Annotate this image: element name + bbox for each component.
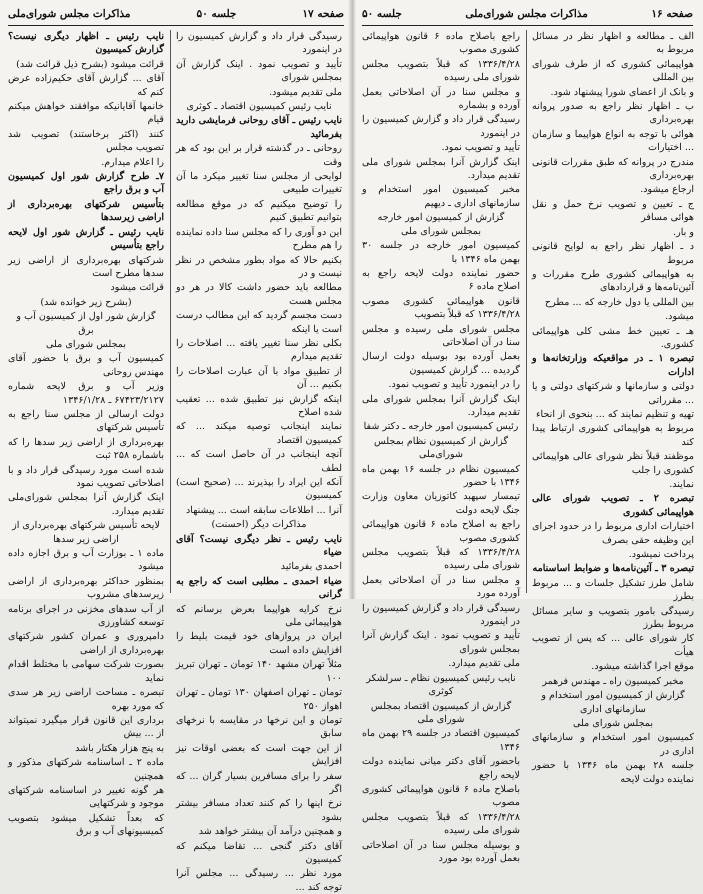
- text-line: ج ـ تعیین و تصویب نرخ حمل و نقل هوائی مسافر: [532, 198, 694, 224]
- text-line: بتأسیس شرکتهای بهره‌برداری از اراضی زیرسدها: [8, 198, 164, 224]
- text-line: تهیه و تنظیم نمایند که ... بنحوی از انحاء: [536, 408, 694, 420]
- text-line: نایب رئیس ـ آقای روحانی فرمایشی دارید بفرمائید: [176, 115, 342, 140]
- text-line: تبصره ـ مساحت اراضی زیر هر سدی که مورد بهره: [8, 687, 164, 712]
- text-line: رسیدگی بامور بتصویب و سایر مسائل مربوط بطرز: [532, 605, 694, 631]
- text-line: کمیسیون آب و برق با حضور آقای مهندس روحانی: [8, 353, 164, 378]
- text-line: ۱۳۳۶/۴/۲۸ که قبلاً بتصویب مجلس شورای ملی رسیده: [362, 811, 520, 837]
- text-line: بمنظور حداکثر بهره‌برداری از اراضی زیرسدهای مشروب: [8, 575, 164, 601]
- text-line: و بانک از اعضای شورا پیشنهاد شود.: [550, 86, 694, 98]
- text-line: روحانی ـ در گذشته قرار بر این بود که هر وقت: [176, 143, 342, 168]
- text-line: برداری این قانون قرار میگیرد نمیتواند از ... بیش: [8, 714, 164, 740]
- text-line: گزارش از کمیسیون امور استخدام و سازمانهای اداری: [541, 690, 685, 715]
- text-line: موقع اجرا گذاشته میشود.: [591, 661, 694, 673]
- text-line: شامل طرز تشکیل جلسات و ... مربوط بطرز: [532, 577, 694, 603]
- text-line: اینک گزارش آنرا بمجلس شورای ملی تقدیم میدارد.: [362, 156, 520, 182]
- text-line: بین المللی یا دول خارجه که ... مطرح: [544, 296, 694, 308]
- text-line: نایب رئیس کمیسیون نظام ـ سرلشکر کوثری: [366, 672, 516, 698]
- text-line: گزارش از کمیسیون اقتصاد بمجلس شورای ملی: [370, 700, 512, 725]
- text-line: بهره‌برداری از اراضی زیر سدها را که باشماره ۲۵۸ ثبت: [8, 436, 164, 462]
- text-line: و بار.: [673, 226, 694, 238]
- right-page: [352, 0, 703, 864]
- text-line: گزارش از کمیسیون نظام بمجلس شورای‌ملی: [373, 435, 509, 461]
- text-line: ماده ۲ ـ اساسنامه شرکتهای مذکور و همچنین: [8, 757, 164, 782]
- text-line: وزیر آب و برق لایحه شماره ۶۷۴۲۳/۲۱۲۷ ـ ۱۳۴۶/۱/۲۸: [8, 381, 164, 406]
- text-line: بعمل آورده بود بوسیله دولت ارسال گردیده ... گزارش کمیسیون: [362, 351, 520, 376]
- left-page-session: جلسه ۵۰: [196, 8, 237, 20]
- text-line: نمایند.: [669, 479, 694, 490]
- text-line: مربوط به هواپیمائی کشوری ارتباط پیدا کند: [532, 423, 694, 448]
- text-line: مجلس شورای ملی رسیده و مجلس سنا در آن اصلاحاتی: [362, 323, 520, 348]
- text-line: ملی تقدیم میدارد.: [448, 658, 520, 670]
- left-page-number: صفحه ۱۷: [302, 8, 344, 20]
- right-page-session: جلسه ۵۰: [362, 8, 402, 20]
- text-line: نایب رئیس کمیسیون اقتصاد ـ کوثری: [186, 101, 332, 113]
- text-line: اینک گزارش آنرا بمجلس شورای‌ملی تقدیم میدارد.: [8, 492, 164, 517]
- text-line: لوایحی از مجلس سنا تغییر میکرد ما آن تغییرات طبیعی: [176, 171, 342, 196]
- text-line: و مجلس سنا در آن اصلاحاتی بعمل آورده و بشماره: [362, 86, 520, 112]
- right-page-column-right: [532, 30, 695, 785]
- text-line: راجع به اصلاح ماده ۶ قانون هواپیمائی کشوری مصوب: [362, 519, 520, 544]
- text-line: نایب رئیس ـ نظر دیگری نیست؟ آقای ضیاء: [176, 533, 342, 559]
- text-line: راجع باصلاح ماده ۶ قانون هواپیمائی کشوری مصوب: [362, 31, 520, 56]
- text-line: تومان و این نرخها در مقایسه با نرخهای سابق: [176, 714, 342, 740]
- text-line: هر گونه تغییر در اساسنامه شرکتهای موجود و شرکتهایی: [8, 784, 164, 810]
- text-line: حضور نماینده دولت لایحه راجع به اصلاح ماده ۶: [362, 267, 520, 293]
- text-line: ارجاع میشود.: [640, 184, 694, 196]
- text-line: اختیارات اداری مربوط را در حدود اجرای این وظیفه حقی بصرف: [532, 521, 694, 546]
- text-line: باصلاح ماده ۶ قانون هواپیمائی کشوری مصوب: [362, 783, 520, 809]
- text-line: از این جهت است که بعضی اوقات نیز افزایش: [176, 742, 342, 768]
- text-line: تبصره ۱ ـ در مواقعیکه وزارتخانه‌ها و ادارات: [532, 353, 694, 378]
- text-line: شرکتهای بهره‌برداری از اراضی زیر سدها مطرح است: [8, 254, 164, 279]
- text-line: را در اینمورد تأیید و تصویب نمود.: [388, 379, 520, 391]
- text-line: رسیدگی قرار داد و گزارش کمیسیون را در اینمورد: [362, 114, 520, 139]
- text-line: ۱۳۳۶/۴/۲۸ که قبلاً بتصویب مجلس شورای ملی رسیده: [362, 547, 520, 572]
- text-line: گزارش شور اول از کمیسیون آب و برق: [16, 311, 156, 336]
- text-line: لایحه تأسیس شرکتهای بهره‌برداری از اراضی زیر سدها: [12, 520, 160, 545]
- text-line: نرخ اینها را کم کنند تعداد مسافر بیشتر بشود: [176, 798, 342, 823]
- left-header-rule: [8, 25, 344, 26]
- text-line: سفر را برای مسافرین بسیار گران ... که اگر: [176, 770, 342, 795]
- text-line: د ـ اظهار نظر راجع به لوایح قانونی مربوط: [532, 241, 694, 266]
- text-line: باحضور آقای دکتر میانی نماینده دولت لایحه راجع: [362, 756, 520, 781]
- left-page-column-left: [8, 30, 164, 838]
- text-line: آقای ... گزارش آقای حکیم‌زاده عرض کنم که: [8, 73, 164, 98]
- text-line: ملی تقدیم میشود.: [269, 86, 342, 98]
- text-line: خانمها آقایانیکه موافقند خواهش میکنم قیام: [8, 101, 164, 126]
- text-line: بصورت شرکت سهامی با مختلط اقدام نماید: [8, 659, 164, 684]
- text-line: قانون هواپیمائی کشوری مصوب ۱۳۳۶/۴/۲۸ که قبلاً بتصویب: [362, 295, 520, 321]
- text-line: موظفند قبلاً نظر شورای عالی هواپیمائی کشوری را جلب: [532, 451, 694, 476]
- text-line: به هواپیمائی کشوری طرح مقررات و آئین‌نامه‌ها و قراردادهای: [532, 268, 694, 294]
- text-line: رئیس کمیسیون امور خارجه ـ دکتر شفا: [363, 421, 519, 433]
- text-line: آنچه اینجانب در آن حاصل است که ... لطف: [176, 449, 342, 474]
- text-line: دولتی و سازمانها و شرکتهای دولتی و یا ... مقرراتی: [532, 381, 694, 406]
- text-line: جلسه ۲۸ بهمن ماه ۱۳۴۶ با حضور نماینده دولت لایحه: [532, 760, 694, 785]
- text-line: میشود.: [665, 311, 694, 323]
- text-line: و بوسیله مجلس سنا در آن اصلاحاتی بعمل آورده بود مورد: [362, 839, 520, 864]
- text-line: تأیید و تصویب نمود.: [441, 142, 520, 154]
- text-line: ب ـ اظهار نظر راجع به صدور پروانه بهره‌برداری: [532, 101, 694, 126]
- text-line: مخبر کمیسیون راه ـ مهندس فرهمر: [542, 675, 684, 687]
- text-line: و مجلس سنا در آن اصلاحاتی بعمل آورده مورد: [362, 574, 520, 600]
- text-line: کار شورای عالی ... که پس از تصویب هیأت: [532, 633, 694, 658]
- text-line: دامپروری و عمران کشور شرکتهای بهره‌برداری از اراضی: [8, 631, 164, 656]
- text-line: کمیسیون امور خارجه در جلسه ۳۰ بهمن ماه ۱۳۴۶ با: [362, 240, 520, 265]
- text-line: بکلی نظر سنا تغییر یافته ... اصلاحات را تقدیم میدارم: [176, 337, 342, 363]
- text-line: و همچنین درآمد آن بیشتر خواهد شد: [198, 826, 342, 838]
- text-line: کمیسیون نظام در جلسه ۱۶ بهمن ماه ۱۳۴۶ با حضور: [362, 463, 520, 488]
- text-line: آنکه این ایراد را بپذیرند ... (صحیح است) کمیسیون: [176, 477, 342, 502]
- text-line: اینک گزارش آنرا بمجلس شورای ملی تقدیم میدارد.: [362, 393, 520, 418]
- text-line: مذاکرات دیگر (احسنت): [211, 519, 307, 531]
- text-line: از تطبیق مواد با آن عبارت اصلاحات را بکنیم ... آن: [176, 365, 342, 391]
- text-line: شده است مورد رسیدگی قرار داد و با اصلاحاتی تصویب نمود: [8, 464, 164, 489]
- left-column-divider: [170, 30, 171, 593]
- text-line: تیمسار سپهبد کاتوزیان معاون وزارت جنگ لایحه دولت: [362, 491, 520, 516]
- text-line: رسیدگی قرار داد و گزارش کمیسیون را در اینمورد: [176, 31, 342, 56]
- text-line: مطالعه باید حضور داشت کالا در هر دو مجلس هست: [176, 282, 342, 307]
- left-page-header: [8, 6, 344, 22]
- text-line: از آب سدهای مخزنی در اجرای برنامه توسعه کشاورزی: [8, 603, 164, 629]
- text-line: آنرا ... اطلاعات سابقه است ... پیشنهاد: [186, 504, 342, 516]
- text-line: نرخ کرایه هواپیما بعرض برسانم که هواپیمائی ملی: [176, 603, 342, 629]
- text-line: تأیید و تصویب نمود . اینک گزارش آنرا بمجلس شورای: [362, 630, 520, 655]
- text-line: کنند (اکثر برخاستند) تصویب شد تصویب مجلس: [8, 128, 164, 154]
- text-line: مخبر کمیسیون امور استخدام و سازمانهای اداری ـ دیهیم: [362, 184, 520, 209]
- text-line: ۱۳۳۶/۴/۲۸ که قبلاً بتصویب مجلس شورای ملی رسیده: [362, 58, 520, 84]
- text-line: پرداخت نمیشود.: [628, 549, 694, 561]
- text-line: مندرج در پروانه که طبق مقررات قانونی بهره‌برداری: [532, 156, 694, 182]
- text-line: تبصره ۳ ـ آئین‌نامه‌ها و ضوابط اساسنامه: [532, 563, 694, 575]
- text-line: تأیید و تصویب نمود . اینک گزارش آن بمجلس شورای: [176, 58, 342, 84]
- text-line: نایب رئیس ـ گزارش شور اول لایحه راجع بتأسیس: [8, 226, 164, 252]
- text-line: تبصره ۲ ـ تصویب شورای عالی هواپیمائی کشوری: [532, 493, 695, 518]
- text-line: دولت ارسالی از مجلس سنا راجع به تأسیس شرکتهای: [8, 408, 164, 434]
- text-line: نایب رئیس ـ اظهار دیگری نیست؟ گزارش کمیسیون: [8, 31, 164, 56]
- text-line: مورد نظر ... رسیدگی ... مجلس آنرا توجه کند ...: [176, 868, 342, 893]
- right-page-column-left: [362, 30, 520, 864]
- text-line: الف ـ مطالعه و اظهار نظر در مسائل مربوط به: [532, 31, 694, 56]
- text-line: اینکه گزارش نیز تطبیق شده ... تعقیب شده اصلاح: [176, 393, 342, 418]
- right-page-header: [362, 6, 693, 22]
- text-line: ماده ۱ ـ بوزارت آب و برق اجازه داده میشود: [8, 548, 164, 573]
- text-line: بمجلس شورای ملی: [45, 338, 127, 350]
- right-header-rule: [362, 25, 693, 26]
- text-line: نمایند اینجانب توصیه میکند ... که کمیسیون اقتصاد: [176, 421, 342, 446]
- text-line: هواپیمائی کشوری که از طرف شورای بین المللی: [532, 58, 694, 84]
- text-line: گزارش از کمیسیون امور خارجه بمجلس شورای ملی: [377, 212, 505, 237]
- text-line: ضیاء احمدی ـ مطلبی است که راجع به گرانی: [176, 575, 342, 601]
- text-line: مثلاً تهران مشهد ۱۴۰ تومان ـ تهران تبریز ۱۰۰: [176, 659, 342, 684]
- text-line: احمدی بفرمائید: [280, 561, 342, 573]
- text-line: بکنیم حالا که مواد بطور مشخص در نظر نیست و در: [176, 254, 342, 279]
- text-line: بمجلس شورای ملی: [572, 717, 654, 729]
- text-line: قرائت میشود: [110, 282, 164, 294]
- text-line: (بشرح زیر خوانده شد): [40, 296, 132, 308]
- text-line: تومان ـ تهران اصفهان ۱۳۰ تومان ـ تهران اهواز ۲۵۰: [176, 687, 342, 712]
- text-line: دست مجسم گردید که این مطالب درست است یا اینکه: [176, 310, 342, 335]
- right-column-divider: [526, 30, 527, 593]
- text-line: ۷ـ طرح گزارش شور اول کمیسیون آب و برق راجع: [8, 171, 164, 196]
- text-line: کمیسیون امور استخدام و سازمانهای اداری در: [532, 732, 694, 757]
- text-line: کمیسیون اقتصاد در جلسه ۲۹ بهمن ماه ۱۳۴۶: [362, 728, 520, 753]
- text-line: را توضیح میکنیم که در موقع مطالعه بتوانیم تطبیق کنیم: [176, 198, 342, 224]
- left-page-column-right: [176, 30, 342, 893]
- text-line: رسیدگی قرار داد و گزارش کمیسیون را در اینمورد: [362, 602, 520, 628]
- text-line: را اعلام میدارم.: [101, 156, 164, 168]
- text-line: هوائی با توجه به انواع هواپیما و سازمان ... اختیارات: [532, 128, 694, 154]
- text-line: که بعداً تشکیل میشود بتصویب کمیسیونهای آب و برق: [8, 812, 164, 838]
- text-line: قرائت میشود (بشرح ذیل قرائت شد): [16, 58, 164, 70]
- text-line: این دو آوری را که مجلس سنا داده نماینده را هم مطرح: [176, 226, 342, 252]
- text-line: به پنج هزار هکتار باشد: [75, 742, 164, 754]
- text-line: هـ ـ تعیین خط مشی کلی هواپیمائی کشوری.: [532, 325, 694, 350]
- right-page-title: مذاکرات مجلس شورای‌ملی: [465, 8, 588, 20]
- text-line: آقای دکتر گنجی ... تقاضا میکنم که کمیسیون: [176, 840, 342, 865]
- right-page-number: صفحه ۱۶: [651, 8, 693, 20]
- text-line: ایران در پروازهای خود قیمت بلیط را افزایش داده است: [176, 631, 342, 656]
- left-page-title: مذاکرات مجلس شورای‌ملی: [8, 8, 131, 20]
